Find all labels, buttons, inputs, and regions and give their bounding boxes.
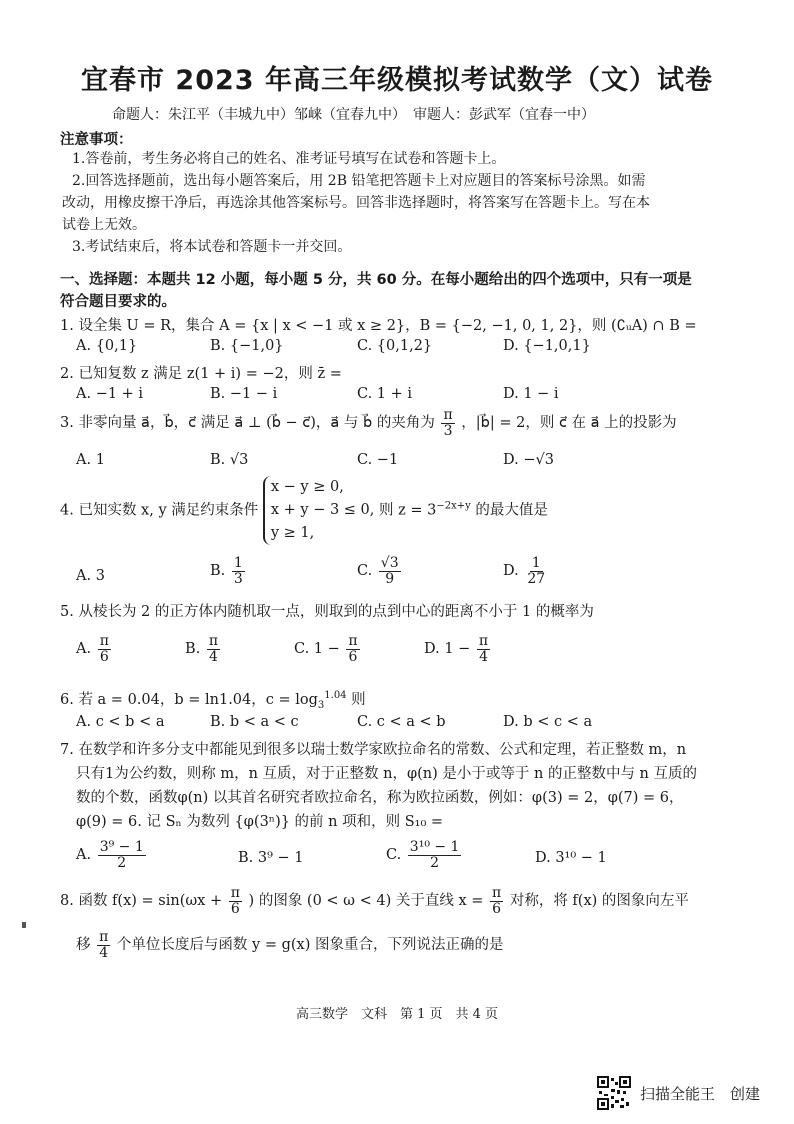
q8-f3-num: π — [99, 929, 109, 945]
q3-option-d: D. −√3 — [503, 452, 554, 468]
q8-part2: ) 的图象 (0 < ω < 4) 关于直线 x = — [248, 893, 484, 910]
scanner-watermark: 扫描全能王 创建 — [640, 1085, 761, 1103]
q5-option-a — [76, 634, 113, 664]
q7-option-b: B. 3⁹ − 1 — [238, 850, 304, 866]
q4-exponent: −2x+y — [436, 500, 471, 512]
notice-heading: 注意事项： — [60, 132, 133, 148]
q8-fraction-1 — [229, 886, 242, 916]
q8-f1-num: π — [230, 885, 240, 901]
q8-fraction-2 — [490, 886, 503, 916]
q5-b-den: 4 — [209, 648, 218, 665]
q2-option-a: A. −1 + i — [76, 386, 144, 402]
question-7-line-1: 7. 在数学和许多分支中都能见到很多以瑞士数学家欧拉命名的常数、公式和定理，若正整数 m，n — [60, 742, 687, 758]
q4-c-den: 9 — [385, 570, 395, 587]
q7-c-num: 3¹⁰ − 1 — [409, 839, 460, 855]
q4-constraint-2: x + y − 3 ≤ 0, — [270, 502, 375, 518]
q6-option-b: B. b < a < c — [210, 714, 299, 730]
q4-c-num: √3 — [380, 555, 399, 571]
q7-option-a — [76, 840, 148, 870]
section-heading-line2: 符合题目要求的。 — [60, 294, 176, 310]
notice-item-3: 3.考试结束后，将本试卷和答题卡一并交回。 — [72, 239, 352, 255]
q7-option-d: D. 3¹⁰ − 1 — [535, 850, 607, 866]
q7-option-c-fraction — [408, 840, 462, 870]
q4-b-num: 1 — [233, 555, 243, 571]
q5-d-den: 4 — [479, 648, 488, 665]
q2-option-b: B. −1 − i — [210, 386, 278, 402]
q4-constraint-1: x − y ≥ 0, — [270, 479, 344, 495]
q4-d-den: 27 — [527, 570, 546, 587]
page-title: 宜春市 2023 年高三年级模拟考试数学（文）试卷 — [81, 65, 713, 96]
q3-option-b: B. √3 — [210, 452, 249, 468]
q6-option-d: D. b < c < a — [503, 714, 593, 730]
q5-option-c-fraction — [346, 634, 359, 664]
question-5-stem: 5. 从棱长为 2 的正方体内随机取一点，则取到的点到中心的距离不小于 1 的概率为 — [60, 604, 594, 620]
q4-option-c-fraction — [379, 556, 401, 586]
scan-speck — [22, 922, 26, 928]
q4-option-b-fraction — [232, 556, 245, 586]
q2-option-d: D. 1 − i — [503, 386, 559, 402]
notice-item-2a: 2.回答选择题前，选出每小题答案后，用 2B 铅笔把答题卡上对应题目的答案标号涂黑。如需 — [72, 173, 646, 189]
question-6-stem — [60, 688, 366, 711]
q1-option-a: A. {0,1} — [76, 338, 138, 354]
question-7-line-4: φ(9) = 6. 记 Sₙ 为数列 {φ(3ⁿ)} 的前 n 项和，则 S₁₀ = — [76, 814, 444, 830]
section-heading-line1: 一、选择题：本题共 12 小题，每小题 5 分，共 60 分。在每小题给出的四个选项中，只有一项是 — [60, 272, 692, 288]
q7-option-a-fraction — [98, 840, 146, 870]
q5-c-den: 6 — [348, 648, 358, 665]
question-7-line-2: 只有1为公约数，则称 m，n 互质，对于正整数 n，φ(n) 是小于或等于 n 的正整数中与 n 互质的 — [76, 766, 698, 782]
q8-part1: 8. 函数 f(x) = sin(ωx + — [60, 893, 223, 910]
q4-constraint-3: y ≥ 1, — [270, 525, 315, 541]
q1-option-c: C. {0,1,2} — [357, 338, 433, 354]
q3-stem-part2: ，|b⃗| = 2，则 c⃗ 在 a⃗ 上的投影为 — [461, 415, 677, 432]
q5-option-b — [185, 634, 222, 664]
q5-option-d — [424, 634, 492, 664]
q7-option-a-label: A. — [76, 847, 92, 864]
q4-stem-part3: 的最大值是 — [470, 502, 548, 519]
question-3-stem — [60, 408, 677, 438]
q4-d-num: 1 — [531, 555, 541, 571]
q1-option-d: D. {−1,0,1} — [503, 338, 591, 354]
q8-part3: 对称，将 f(x) 的图象向左平 — [509, 893, 689, 910]
q5-option-b-label: B. — [185, 641, 201, 658]
question-1-stem: 1. 设全集 U = R，集合 A = {x | x < −1 或 x ≥ 2}，B = {−2, −1, 0, 1, 2}，则 (∁ᵤA) ∩ B = — [60, 318, 697, 334]
q3-frac-num: π — [443, 407, 453, 423]
q4-option-d — [503, 556, 549, 586]
q7-a-den: 2 — [117, 854, 127, 871]
q3-option-a: A. 1 — [76, 452, 105, 468]
q8-f1-den: 6 — [230, 900, 240, 917]
q8-f2-den: 6 — [492, 900, 502, 917]
q5-a-den: 6 — [99, 648, 109, 665]
notice-item-1: 1.答卷前，考生务必将自己的姓名、准考证号填写在试卷和答题卡上。 — [72, 151, 506, 167]
q5-option-a-label: A. — [76, 641, 92, 658]
q2-option-c: C. 1 + i — [357, 386, 413, 402]
q1-option-b: B. {−1,0} — [210, 338, 284, 354]
q4-b-den: 3 — [233, 570, 243, 587]
q4-option-c — [357, 556, 403, 586]
q8-f2-num: π — [492, 885, 502, 901]
q5-option-c — [294, 634, 362, 664]
q3-option-c: C. −1 — [357, 452, 399, 468]
q4-stem-part1: 4. 已知实数 x, y 满足约束条件 — [60, 502, 259, 519]
question-8-line-2 — [76, 930, 503, 960]
q7-c-den: 2 — [430, 854, 440, 871]
q4-option-b — [210, 556, 247, 586]
q5-a-num: π — [99, 633, 109, 649]
q5-option-d-label: D. 1 − — [424, 641, 471, 658]
question-8-line-1 — [60, 886, 689, 916]
q7-a-num: 3⁹ − 1 — [99, 839, 144, 855]
q5-option-d-fraction — [477, 634, 490, 664]
q7-option-c-label: C. — [386, 847, 402, 864]
q4-option-c-label: C. — [357, 563, 373, 580]
qr-code-icon — [597, 1076, 631, 1110]
authors-line: 命题人：朱江平（丰城九中）邹崃（宜春九中） 审题人：彭武军（宜春一中） — [112, 107, 595, 123]
q3-stem-part1: 3. 非零向量 a⃗，b⃗，c⃗ 满足 a⃗ ⊥ (b⃗ − c⃗)，a⃗ 与 b⃗ 的夹角为 — [60, 415, 435, 432]
q4-option-d-label: D. — [503, 563, 519, 580]
q8-f3-den: 4 — [99, 944, 109, 961]
q5-c-num: π — [348, 633, 358, 649]
q4-option-b-label: B. — [210, 563, 226, 580]
q3-frac-den: 3 — [443, 422, 453, 439]
q6-option-c: C. c < a < b — [357, 714, 446, 730]
q4-stem-part2: 则 z = 3 — [379, 502, 437, 519]
q6-log-arg: 1.04 — [324, 690, 347, 702]
notice-item-2b: 改动，用橡皮擦干净后，再选涂其他答案标号。回答非选择题时，将答案写在答题卡上。写在本 — [62, 195, 650, 211]
q6-option-a: A. c < b < a — [76, 714, 165, 730]
q8-line2-part1: 移 — [76, 937, 91, 954]
q5-option-b-fraction — [207, 634, 220, 664]
q7-option-c — [386, 840, 463, 870]
q4-constraint-system — [263, 476, 375, 545]
q6-log-base: 3 — [317, 699, 325, 711]
q5-option-a-fraction — [98, 634, 111, 664]
question-7-line-3: 数的个数，函数φ(n) 以其首名研究者欧拉命名，称为欧拉函数，例如：φ(3) = 2，φ(7) = 6， — [76, 790, 684, 806]
q8-fraction-3 — [97, 930, 110, 960]
q8-line2-part2: 个单位长度后与函数 y = g(x) 图象重合，下列说法正确的是 — [116, 937, 504, 954]
q4-option-a: A. 3 — [76, 568, 105, 584]
question-4-stem — [60, 476, 548, 545]
page-footer: 高三数学 文科 第 1 页 共 4 页 — [295, 1007, 499, 1022]
q4-option-d-fraction — [525, 556, 547, 586]
q5-d-num: π — [478, 633, 489, 649]
q6-stem-part2: 则 — [346, 692, 366, 708]
notice-item-2c: 试卷上无效。 — [62, 217, 146, 233]
q5-b-num: π — [208, 633, 219, 649]
q3-angle-fraction — [441, 408, 454, 438]
question-2-stem: 2. 已知复数 z 满足 z(1 + i) = −2，则 z̄ = — [60, 366, 342, 382]
q6-stem-part1: 6. 若 a = 0.04，b = ln1.04，c = log — [60, 692, 318, 708]
q5-option-c-label: C. 1 − — [294, 641, 340, 658]
